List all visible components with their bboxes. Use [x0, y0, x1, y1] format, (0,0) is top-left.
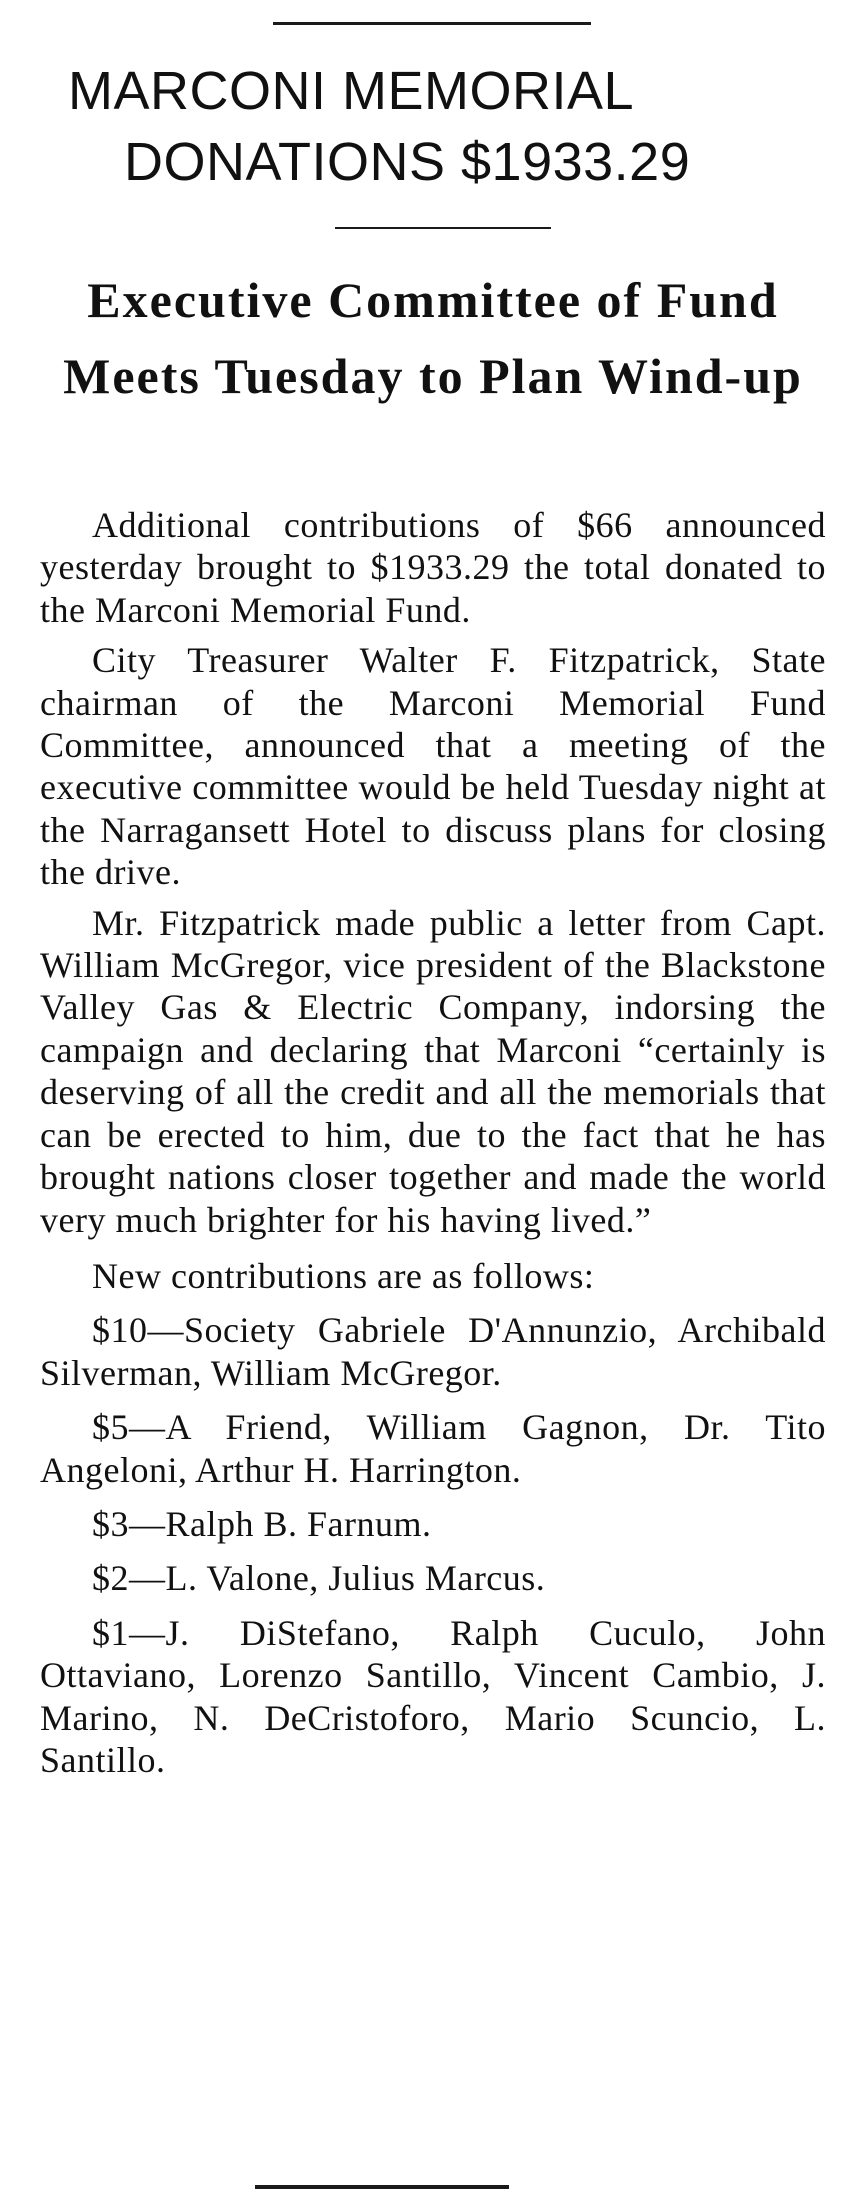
contribution-1: $1—J. DiStefano, Ralph Cuculo, John Ottaviano, Lorenzo Santillo, Vincent Cambio, J. Marino, N. DeCristoforo, Mario Scuncio, L. Santillo.	[40, 1612, 826, 1780]
bottom-rule	[255, 2185, 509, 2189]
paragraph-2: City Treasurer Walter F. Fitzpatrick, State chairman of the Marconi Memorial Fund Committee, announced that a meeting of the executive committee would be held Tuesday night at the Narragansett Hotel to discuss plans for closing the drive.	[40, 640, 826, 893]
top-rule	[273, 22, 591, 25]
article-body	[40, 504, 826, 1781]
subheadline: Executive Committee of Fund Meets Tuesday to Plan Wind-up	[63, 272, 803, 404]
headline-line-2: DONATIONS $1933.29	[124, 132, 691, 192]
paragraph-1: Additional contributions of $66 announced yesterday brought to $1933.29 the total donated to the Marconi Memorial Fund.	[40, 505, 826, 630]
contribution-3: $3—Ralph B. Farnum.	[92, 1503, 432, 1544]
paragraph-3: Mr. Fitzpatrick made public a letter from Capt. William McGregor, vice president of the Blackstone Valley Gas & Electric Company, indorsing the campaign and declaring that Marconi “certainly is deserving of all the credit and all the memorials that can be erected to him, due to the fact that he has brought nations closer together and made the world very much brighter for his having lived.”	[40, 902, 826, 1240]
contribution-2: $2—L. Valone, Julius Marcus.	[92, 1558, 546, 1599]
headline-divider	[335, 227, 551, 229]
headline-line-1: MARCONI MEMORIAL	[68, 61, 635, 121]
contributions-intro: New contributions are as follows:	[92, 1255, 595, 1296]
contribution-10: $10—Society Gabriele D'Annunzio, Archibald Silverman, William McGregor.	[40, 1310, 826, 1393]
contribution-5: $5—A Friend, William Gagnon, Dr. Tito Angeloni, Arthur H. Harrington.	[40, 1407, 826, 1490]
